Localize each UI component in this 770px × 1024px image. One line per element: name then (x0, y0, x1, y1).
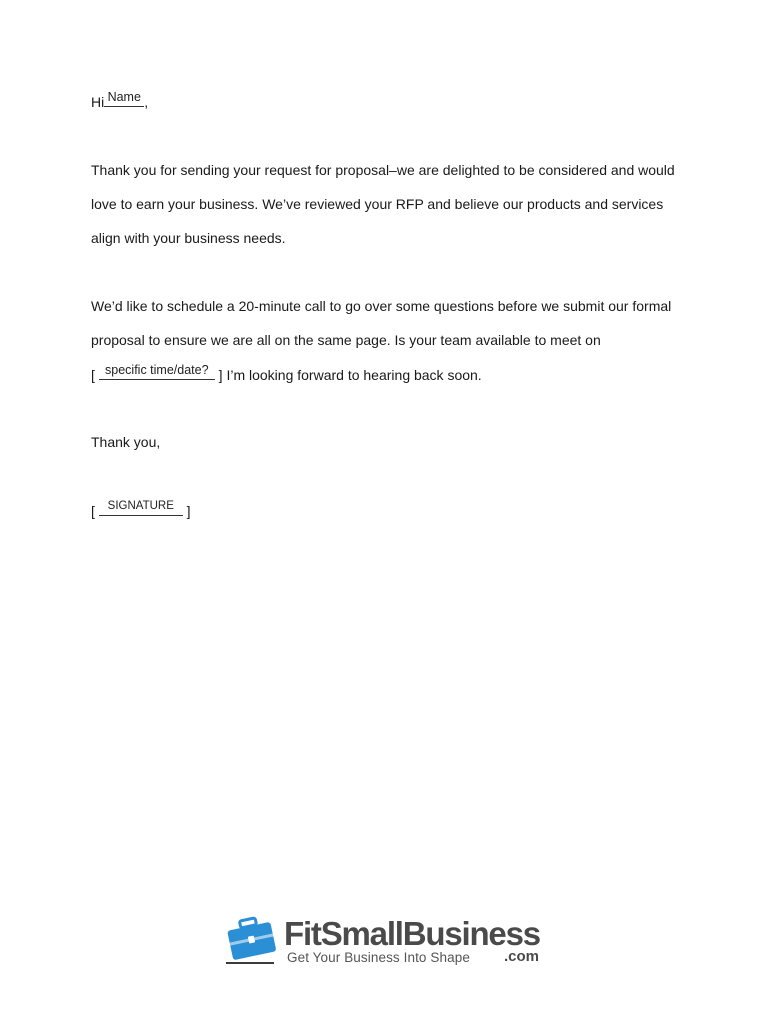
signature-open-bracket: [ (91, 503, 95, 519)
paragraph-1-line-1: Thank you for sending your request for proposal–we are delighted to be considered and would (91, 162, 675, 178)
signature-line (91, 501, 191, 520)
greeting-prefix: Hi (91, 94, 105, 110)
date-field-label: specific time/date? (105, 363, 209, 377)
paragraph-2-line-2: proposal to ensure we are all on the same page. Is your team available to meet on (91, 332, 601, 348)
date-open-bracket: [ (91, 367, 95, 383)
fitsmallbusiness-logo (224, 912, 544, 972)
logo-wordmark: FitSmallBusiness (284, 915, 540, 952)
greeting-line (91, 92, 148, 111)
briefcase-icon (224, 914, 280, 966)
paragraph-2-line-3 (91, 365, 482, 384)
signature-close-bracket: ] (186, 503, 191, 519)
paragraph-1-line-3: align with your business needs. (91, 230, 286, 246)
paragraph-1-line-2: love to earn your business. We’ve reviewed your RFP and believe our products and services (91, 196, 664, 212)
logo-domain-suffix: .com (504, 948, 540, 965)
signature-field[interactable] (99, 501, 183, 516)
paragraph-2-line-1: We’d like to schedule a 20-minute call to go over some questions before we submit our formal (91, 298, 672, 314)
date-field[interactable] (99, 365, 215, 380)
logo-tagline: Get Your Business Into Shape (287, 950, 470, 965)
closing: Thank you, (91, 434, 161, 450)
greeting-suffix: , (144, 94, 149, 110)
name-field-label: Name (107, 90, 141, 104)
signature-field-label: SIGNATURE (107, 500, 174, 512)
name-field[interactable] (104, 92, 144, 107)
date-line-rest: ] I’m looking forward to hearing back soon. (218, 367, 482, 383)
